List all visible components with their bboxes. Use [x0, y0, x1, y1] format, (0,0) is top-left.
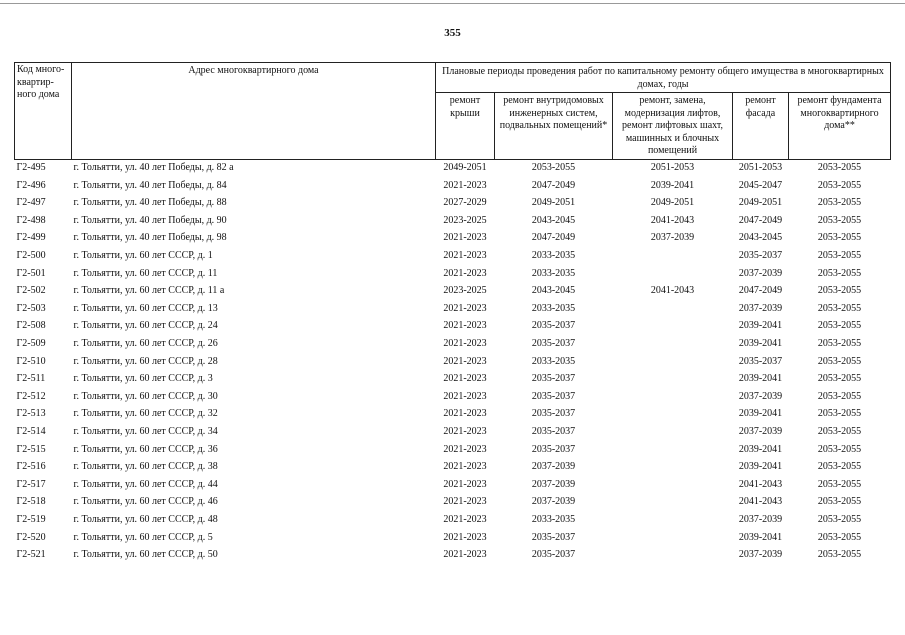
- cell-roof: 2021-2023: [443, 232, 487, 244]
- cell-lifts: 2051-2053: [613, 159, 733, 177]
- cell-facade: 2041-2043: [738, 496, 783, 508]
- cell-facade: 2037-2039: [738, 549, 783, 561]
- header-row-1: [15, 63, 891, 93]
- cell-address: г. Тольятти, ул. 60 лет СССР, д. 28: [73, 355, 218, 367]
- cell-address: г. Тольятти, ул. 60 лет СССР, д. 13: [73, 302, 218, 314]
- cell-foundation: 2053-2055: [817, 549, 862, 561]
- table-row: [15, 371, 891, 389]
- cell-address: г. Тольятти, ул. 60 лет СССР, д. 38: [73, 461, 218, 473]
- cell-foundation: 2053-2055: [817, 478, 862, 490]
- cell-facade: 2041-2043: [738, 478, 783, 490]
- cell-systems: 2047-2049: [531, 179, 576, 191]
- cell-code: Г2-509: [16, 337, 46, 349]
- cell-code: Г2-520: [16, 531, 46, 543]
- cell-facade: 2039-2041: [738, 408, 783, 420]
- table-row: [15, 283, 891, 301]
- cell-lifts: 2049-2051: [650, 197, 695, 209]
- cell-code: Г2-513: [16, 408, 46, 420]
- cell-systems: 2037-2039: [531, 461, 576, 473]
- capital-repair-table: [14, 62, 891, 564]
- cell-foundation: 2053-2055: [817, 425, 862, 437]
- cell-roof: 2023-2025: [443, 214, 487, 226]
- top-rule: [0, 3, 905, 4]
- cell-address: г. Тольятти, ул. 60 лет СССР, д. 1: [73, 250, 213, 262]
- cell-foundation: 2053-2055: [817, 302, 862, 314]
- cell-code: Г2-495: [15, 159, 72, 177]
- cell-lifts: [613, 547, 733, 565]
- cell-lifts: 2039-2041: [650, 179, 695, 191]
- cell-lifts: [613, 247, 733, 265]
- cell-systems: 2035-2037: [531, 390, 576, 402]
- cell-roof: 2021-2023: [443, 531, 487, 543]
- cell-systems: 2035-2037: [531, 531, 576, 543]
- cell-facade: 2043-2045: [738, 232, 783, 244]
- cell-facade: 2035-2037: [738, 355, 783, 367]
- cell-lifts: [613, 265, 733, 283]
- table-row: [15, 511, 891, 529]
- cell-address: г. Тольятти, ул. 60 лет СССР, д. 11 а: [73, 285, 225, 297]
- header-lifts: ремонт, замена, модернизация лифтов, ремонт лифтовых шахт, машинных и блочных помещений: [613, 93, 733, 160]
- cell-facade: 2045-2047: [738, 179, 783, 191]
- cell-foundation: 2053-2055: [817, 197, 862, 209]
- cell-facade: 2049-2051: [738, 197, 783, 209]
- cell-code: Г2-515: [16, 443, 46, 455]
- cell-systems: 2037-2039: [531, 496, 576, 508]
- cell-address: г. Тольятти, ул. 60 лет СССР, д. 24: [73, 320, 218, 332]
- cell-foundation: 2053-2055: [789, 159, 891, 177]
- cell-lifts: [613, 371, 733, 389]
- cell-roof: 2021-2023: [443, 513, 487, 525]
- page-number: 355: [444, 27, 461, 39]
- cell-roof: 2023-2025: [443, 285, 487, 297]
- table-row: [15, 441, 891, 459]
- cell-address: г. Тольятти, ул. 60 лет СССР, д. 3: [73, 373, 213, 385]
- cell-code: Г2-510: [16, 355, 46, 367]
- cell-lifts: [613, 529, 733, 547]
- cell-systems: 2035-2037: [531, 320, 576, 332]
- cell-facade: 2035-2037: [738, 250, 783, 262]
- cell-lifts: [613, 388, 733, 406]
- cell-facade: 2037-2039: [738, 390, 783, 402]
- cell-roof: 2021-2023: [443, 250, 487, 262]
- cell-address: г. Тольятти, ул. 60 лет СССР, д. 44: [73, 478, 218, 490]
- cell-code: Г2-499: [16, 232, 46, 244]
- cell-lifts: [613, 476, 733, 494]
- cell-systems: 2033-2035: [531, 302, 576, 314]
- table-row: [15, 212, 891, 230]
- table-row: [15, 318, 891, 336]
- cell-code: Г2-501: [16, 267, 46, 279]
- cell-code: Г2-496: [16, 179, 46, 191]
- cell-foundation: 2053-2055: [817, 513, 862, 525]
- cell-foundation: 2053-2055: [817, 232, 862, 244]
- cell-roof: 2021-2023: [443, 408, 487, 420]
- cell-facade: 2047-2049: [738, 285, 783, 297]
- cell-foundation: 2053-2055: [817, 373, 862, 385]
- table-row: [15, 353, 891, 371]
- cell-systems: 2033-2035: [531, 250, 576, 262]
- cell-foundation: 2053-2055: [817, 320, 862, 332]
- cell-lifts: [613, 318, 733, 336]
- cell-systems: 2033-2035: [531, 513, 576, 525]
- table-row: [15, 265, 891, 283]
- cell-facade: 2037-2039: [738, 267, 783, 279]
- cell-lifts: 2041-2043: [650, 285, 695, 297]
- header-address: Адрес многоквартирного дома: [72, 63, 436, 160]
- cell-systems: 2049-2051: [531, 197, 576, 209]
- cell-address: г. Тольятти, ул. 40 лет Победы, д. 88: [73, 197, 227, 209]
- table-row: [15, 230, 891, 248]
- cell-foundation: 2053-2055: [817, 461, 862, 473]
- cell-code: Г2-511: [16, 373, 46, 385]
- cell-facade: 2051-2053: [733, 159, 789, 177]
- table-row: [15, 529, 891, 547]
- cell-code: Г2-500: [16, 250, 46, 262]
- cell-lifts: [613, 511, 733, 529]
- cell-foundation: 2053-2055: [817, 337, 862, 349]
- cell-code: Г2-517: [16, 478, 46, 490]
- cell-systems: 2033-2035: [531, 355, 576, 367]
- header-roof: ремонт крыши: [436, 93, 495, 160]
- cell-facade: 2039-2041: [738, 461, 783, 473]
- cell-foundation: 2053-2055: [817, 267, 862, 279]
- header-foundation: ремонт фундамента многоквартирного дома**: [789, 93, 891, 160]
- table-row: [15, 423, 891, 441]
- cell-lifts: [613, 441, 733, 459]
- cell-foundation: 2053-2055: [817, 285, 862, 297]
- table-row: [15, 388, 891, 406]
- cell-foundation: 2053-2055: [817, 355, 862, 367]
- cell-address: г. Тольятти, ул. 60 лет СССР, д. 26: [73, 337, 218, 349]
- cell-address: г. Тольятти, ул. 40 лет Победы, д. 84: [73, 179, 227, 191]
- table-row: [15, 459, 891, 477]
- cell-lifts: [613, 353, 733, 371]
- cell-code: Г2-512: [16, 390, 46, 402]
- cell-address: г. Тольятти, ул. 40 лет Победы, д. 82 а: [72, 159, 436, 177]
- cell-code: Г2-508: [16, 320, 46, 332]
- cell-foundation: 2053-2055: [817, 390, 862, 402]
- cell-roof: 2021-2023: [443, 179, 487, 191]
- cell-systems: 2035-2037: [531, 425, 576, 437]
- cell-roof: 2021-2023: [443, 373, 487, 385]
- cell-lifts: [613, 459, 733, 477]
- cell-systems: 2035-2037: [531, 337, 576, 349]
- cell-systems: 2035-2037: [531, 373, 576, 385]
- cell-lifts: 2037-2039: [650, 232, 695, 244]
- cell-code: Г2-519: [16, 513, 46, 525]
- table-row: [15, 300, 891, 318]
- cell-foundation: 2053-2055: [817, 408, 862, 420]
- cell-facade: 2039-2041: [738, 531, 783, 543]
- table-row: [15, 177, 891, 195]
- cell-code: Г2-497: [16, 197, 46, 209]
- cell-foundation: 2053-2055: [817, 531, 862, 543]
- cell-code: Г2-514: [16, 425, 46, 437]
- cell-facade: 2037-2039: [738, 425, 783, 437]
- cell-systems: 2035-2037: [531, 549, 576, 561]
- cell-systems: 2035-2037: [531, 408, 576, 420]
- cell-roof: 2021-2023: [443, 302, 487, 314]
- cell-facade: 2037-2039: [738, 513, 783, 525]
- cell-address: г. Тольятти, ул. 60 лет СССР, д. 11: [73, 267, 218, 279]
- cell-systems: 2047-2049: [531, 232, 576, 244]
- cell-roof: 2021-2023: [443, 267, 487, 279]
- cell-address: г. Тольятти, ул. 60 лет СССР, д. 5: [73, 531, 213, 543]
- cell-facade: 2047-2049: [738, 214, 783, 226]
- cell-code: Г2-503: [16, 302, 46, 314]
- cell-address: г. Тольятти, ул. 60 лет СССР, д. 50: [73, 549, 218, 561]
- table-row: [15, 247, 891, 265]
- cell-roof: 2049-2051: [436, 159, 495, 177]
- cell-address: г. Тольятти, ул. 60 лет СССР, д. 34: [73, 425, 218, 437]
- cell-facade: 2037-2039: [738, 302, 783, 314]
- cell-lifts: [613, 406, 733, 424]
- cell-lifts: [613, 494, 733, 512]
- cell-systems: 2043-2045: [531, 285, 576, 297]
- cell-lifts: 2041-2043: [650, 214, 695, 226]
- cell-systems: 2035-2037: [531, 443, 576, 455]
- header-code: Код много-квартир-ного дома: [15, 63, 72, 160]
- cell-roof: 2021-2023: [443, 337, 487, 349]
- cell-code: Г2-518: [16, 496, 46, 508]
- cell-roof: 2021-2023: [443, 461, 487, 473]
- table-row: [15, 195, 891, 213]
- cell-roof: 2021-2023: [443, 320, 487, 332]
- cell-systems: 2037-2039: [531, 478, 576, 490]
- cell-roof: 2021-2023: [443, 355, 487, 367]
- table-row: [15, 406, 891, 424]
- table-row: [15, 159, 891, 177]
- cell-systems: 2033-2035: [531, 267, 576, 279]
- cell-address: г. Тольятти, ул. 40 лет Победы, д. 98: [73, 232, 227, 244]
- table-row: [15, 494, 891, 512]
- cell-foundation: 2053-2055: [817, 496, 862, 508]
- cell-roof: 2021-2023: [443, 496, 487, 508]
- cell-systems: 2043-2045: [531, 214, 576, 226]
- cell-roof: 2021-2023: [443, 549, 487, 561]
- cell-address: г. Тольятти, ул. 60 лет СССР, д. 32: [73, 408, 218, 420]
- cell-foundation: 2053-2055: [817, 443, 862, 455]
- cell-lifts: [613, 335, 733, 353]
- cell-roof: 2021-2023: [443, 443, 487, 455]
- cell-roof: 2027-2029: [443, 197, 487, 209]
- cell-code: Г2-498: [16, 214, 46, 226]
- table-row: [15, 547, 891, 565]
- table-row: [15, 335, 891, 353]
- cell-address: г. Тольятти, ул. 60 лет СССР, д. 48: [73, 513, 218, 525]
- header-planned-periods: Плановые периоды проведения работ по капитальному ремонту общего имущества в многоквартирных домах, годы: [436, 63, 891, 93]
- table-row: [15, 476, 891, 494]
- cell-code: Г2-502: [16, 285, 46, 297]
- cell-code: Г2-516: [16, 461, 46, 473]
- cell-foundation: 2053-2055: [817, 214, 862, 226]
- cell-roof: 2021-2023: [443, 390, 487, 402]
- cell-roof: 2021-2023: [443, 425, 487, 437]
- cell-facade: 2039-2041: [738, 337, 783, 349]
- cell-lifts: [613, 300, 733, 318]
- cell-facade: 2039-2041: [738, 320, 783, 332]
- cell-code: Г2-521: [16, 549, 46, 561]
- cell-systems: 2053-2055: [495, 159, 613, 177]
- cell-address: г. Тольятти, ул. 60 лет СССР, д. 46: [73, 496, 218, 508]
- cell-lifts: [613, 423, 733, 441]
- cell-address: г. Тольятти, ул. 60 лет СССР, д. 36: [73, 443, 218, 455]
- cell-roof: 2021-2023: [443, 478, 487, 490]
- cell-facade: 2039-2041: [738, 373, 783, 385]
- header-facade: ремонт фасада: [733, 93, 789, 160]
- cell-address: г. Тольятти, ул. 40 лет Победы, д. 90: [73, 214, 227, 226]
- header-systems: ремонт внутридомовых инженерных систем, подвальных помещений*: [495, 93, 613, 160]
- cell-foundation: 2053-2055: [817, 250, 862, 262]
- cell-foundation: 2053-2055: [817, 179, 862, 191]
- cell-facade: 2039-2041: [738, 443, 783, 455]
- cell-address: г. Тольятти, ул. 60 лет СССР, д. 30: [73, 390, 218, 402]
